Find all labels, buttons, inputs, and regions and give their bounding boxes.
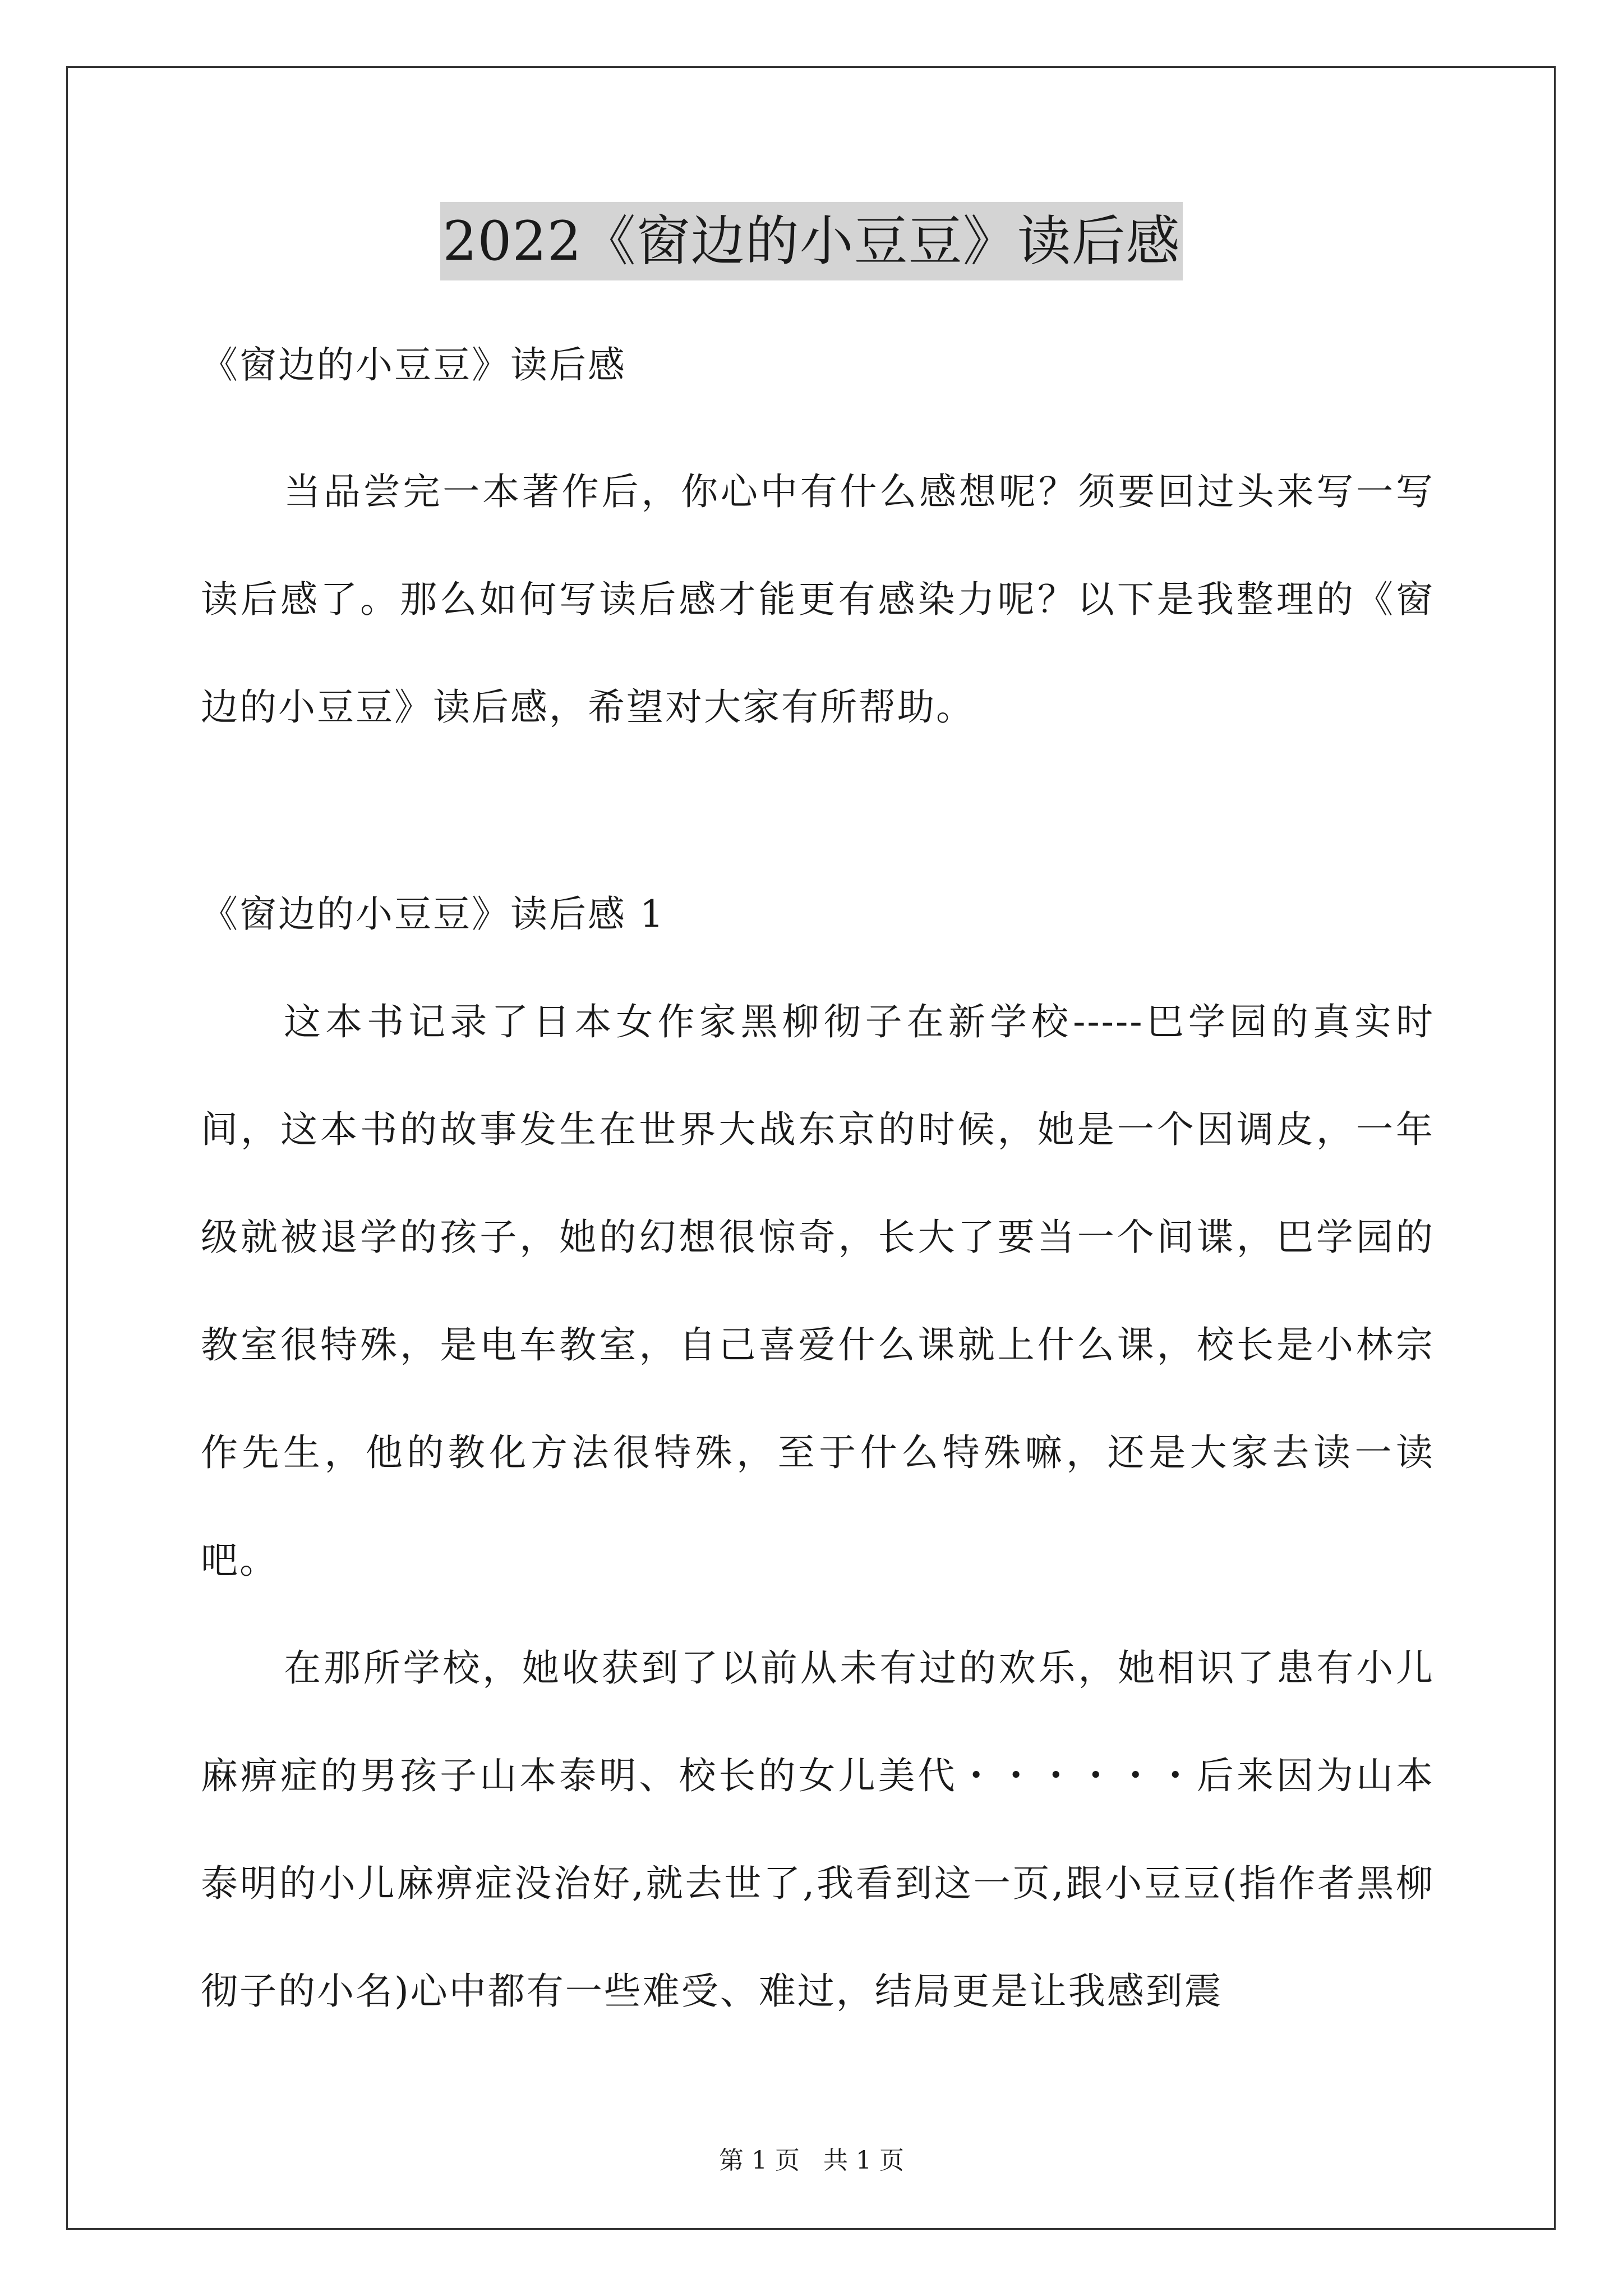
document-title: 2022《窗边的小豆豆》读后感 [440, 202, 1182, 280]
body-paragraph-2: 在那所学校，她收获到了以前从未有过的欢乐，她相识了患有小儿麻痹症的男孩子山本泰明、校长的女儿美代・・・・・・后来因为山本泰明的小儿麻痹症没治好,就去世了,我看到这一页,跟小豆豆(指作者黑柳彻子的小名)心中都有一些难受、难过，结局更是让我感到震 [201, 1646, 1435, 2013]
subtitle: 《窗边的小豆豆》读后感 [201, 343, 626, 386]
body-paragraph-1: 这本书记录了日本女作家黑柳彻子在新学校-----巴学园的真实时间，这本书的故事发生在世界大战东京的时候，她是一个因调皮，一年级就被退学的孩子，她的幻想很惊奇，长大了要当一个间谍，巴学园的教室很特殊，是电车教室，自己喜爱什么课就上什么课，校长是小林宗作先生，他的教化方法很特殊，至于什么特殊嘛，还是大家去读一读吧。 [201, 1000, 1435, 1582]
section-heading: 《窗边的小豆豆》读后感 1 [201, 892, 665, 936]
title-container [0, 202, 1623, 280]
page-footer: 第 1 页 共 1 页 [719, 2146, 904, 2175]
intro-paragraph: 当品尝完一本著作后，你心中有什么感想呢？须要回过头来写一写读后感了。那么如何写读后感才能更有感染力呢？以下是我整理的《窗边的小豆豆》读后感，希望对大家有所帮助。 [201, 470, 1435, 729]
